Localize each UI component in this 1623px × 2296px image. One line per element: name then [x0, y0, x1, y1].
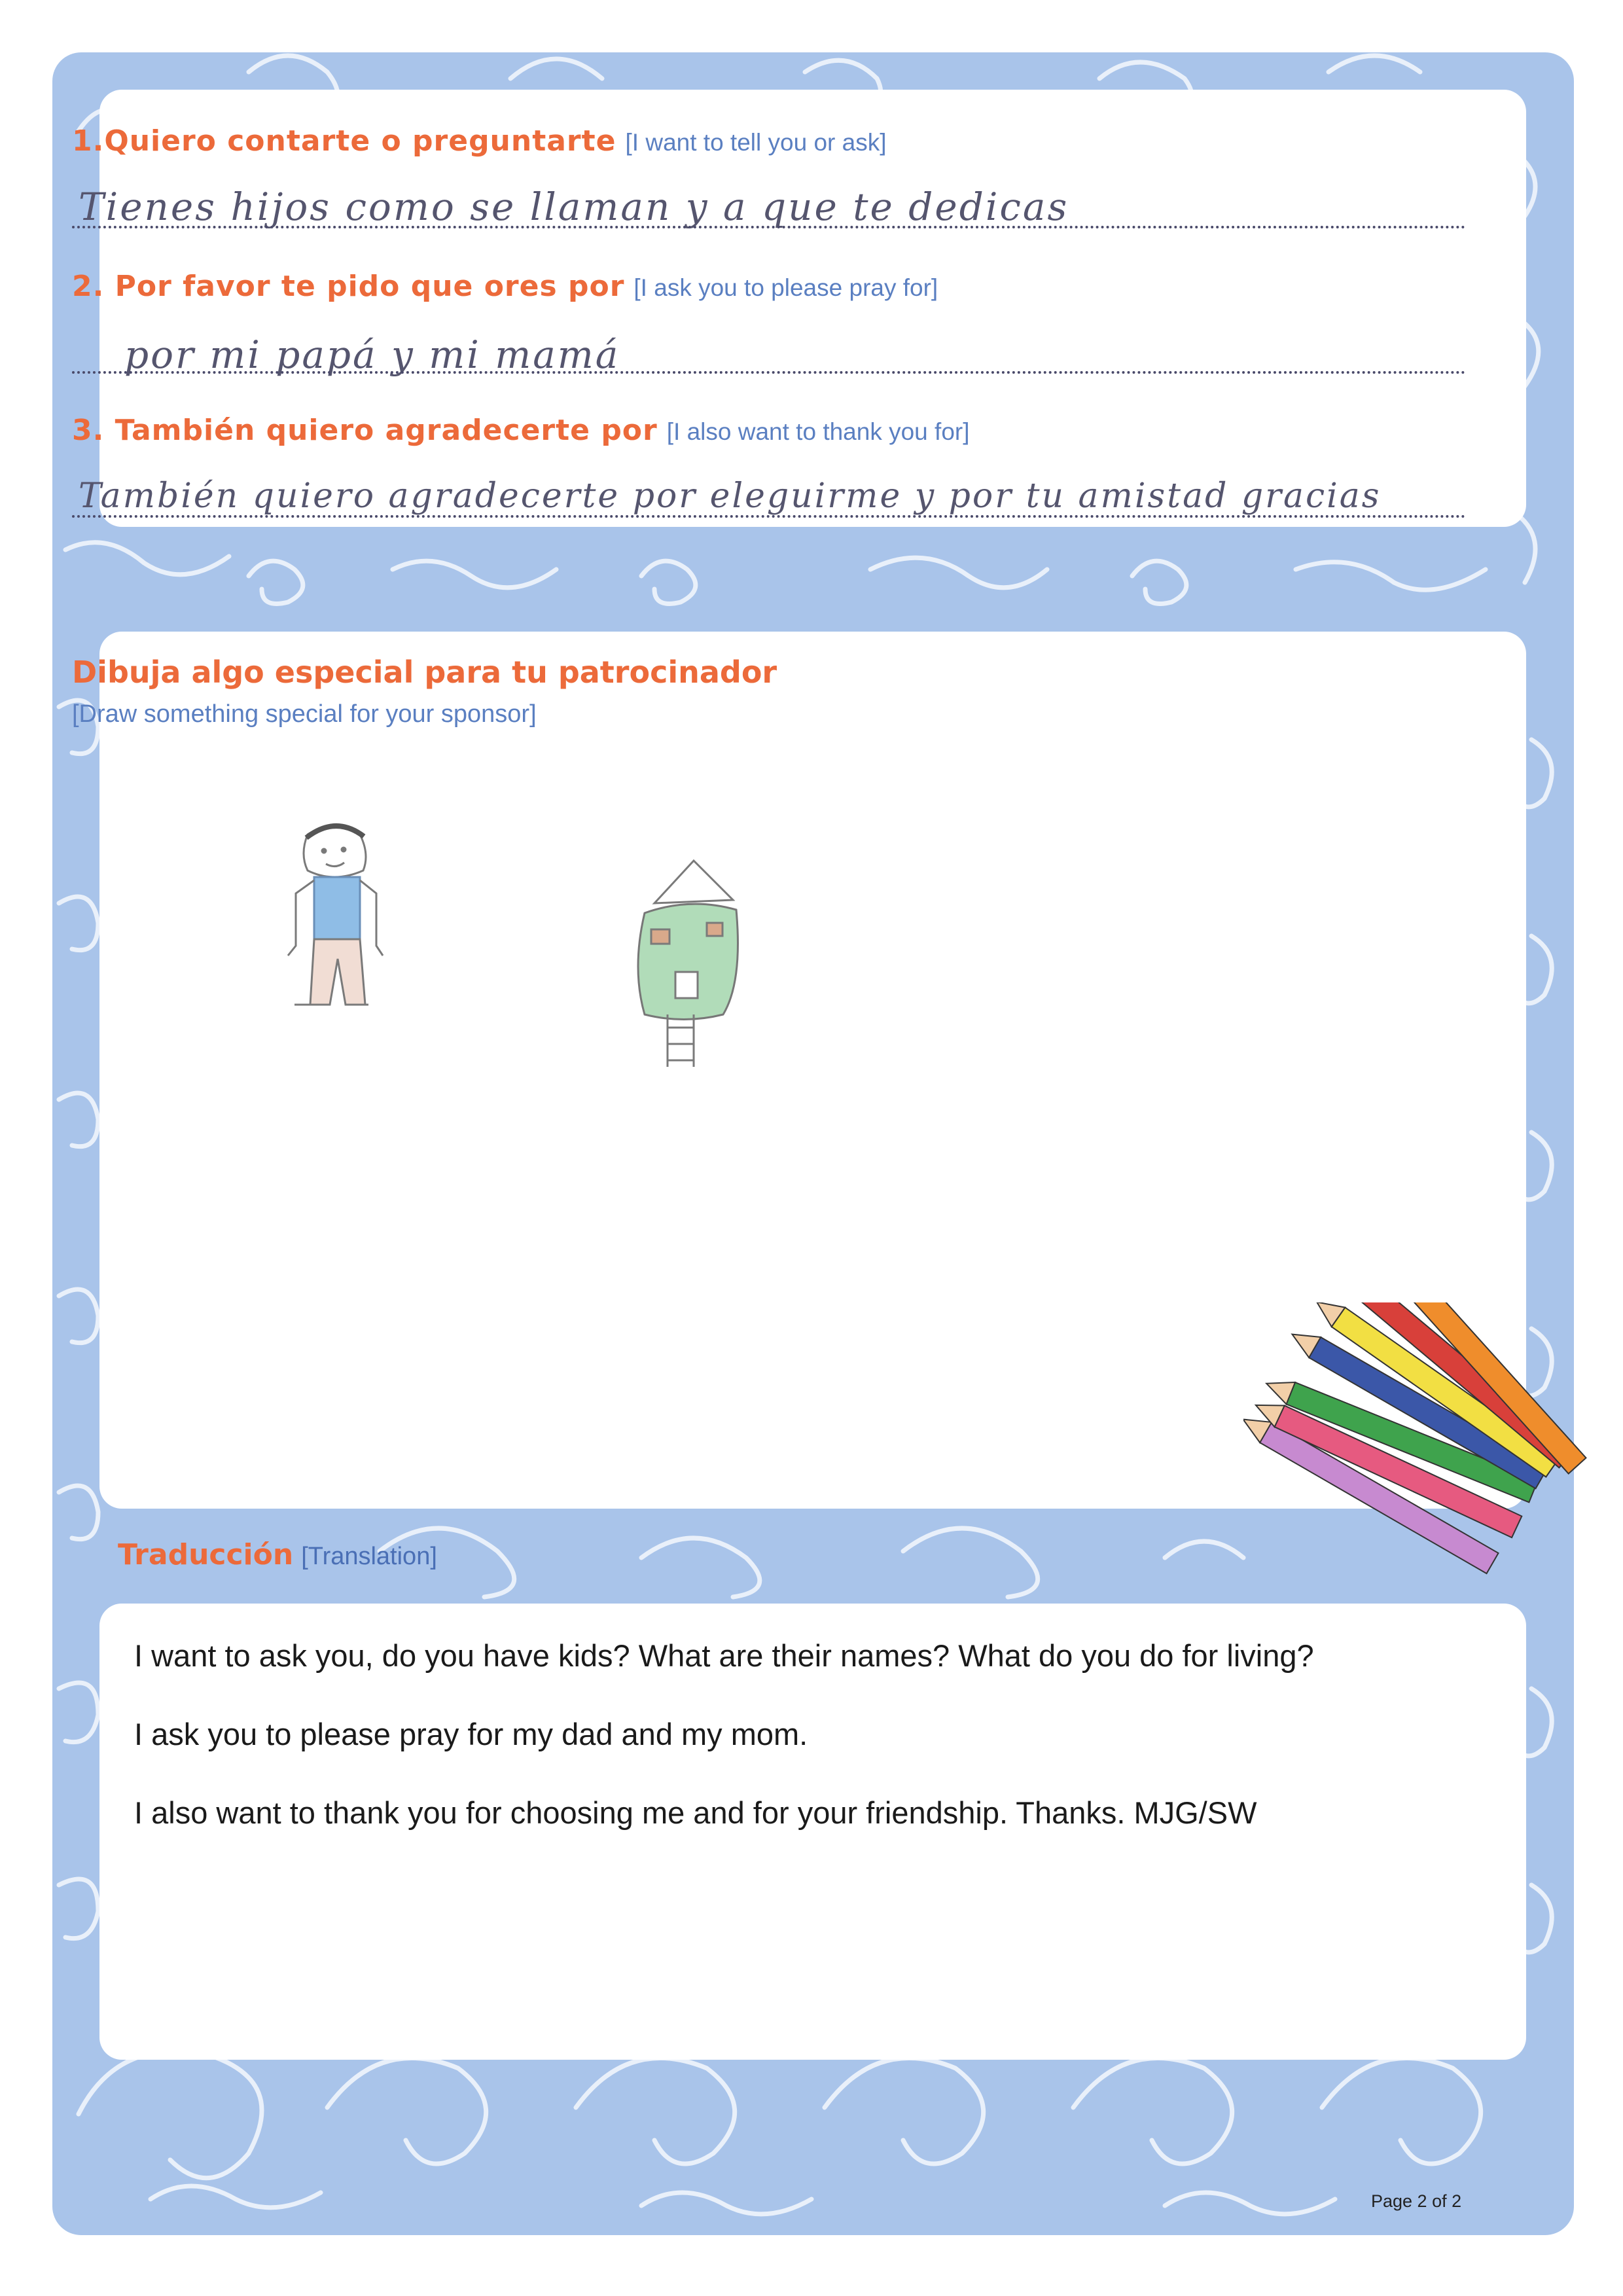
translation-line-1: I want to ask you, do you have kids? What are their names? What do you do for living? — [134, 1638, 1314, 1673]
translation-line-2: I ask you to please pray for my dad and my mom. — [134, 1717, 808, 1751]
drawing-subtitle: [Draw something special for your sponsor] — [72, 700, 537, 728]
page-number: Page 2 of 2 — [1371, 2191, 1462, 2211]
question-2-answer-line — [72, 371, 1466, 374]
translation-line-3: I also want to thank you for choosing me and for your friendship. Thanks. MJG/SW — [134, 1795, 1257, 1830]
question-3-subtitle: [I also want to thank you for] — [666, 418, 970, 445]
question-1-subtitle: [I want to tell you or ask] — [625, 129, 887, 156]
question-3-answer-line — [72, 515, 1466, 518]
question-3-answer: También quiero agradecerte por eleguirme y por tu amistad gracias — [79, 476, 1382, 516]
question-2-answer: por mi papá y mi mamá — [124, 332, 620, 377]
question-1-answer-line — [72, 226, 1466, 228]
question-1-answer: Tienes hijos como se llaman y a que te dedicas — [79, 185, 1069, 229]
colored-pencils-illustration — [1243, 1302, 1597, 1577]
boy-figure — [288, 826, 383, 1005]
question-2-title — [72, 270, 938, 303]
question-3-title — [72, 414, 970, 447]
translation-title — [118, 1538, 437, 1571]
drawing-title: Dibuja algo especial para tu patrocinador — [72, 655, 777, 690]
question-2-title-text: 2. Por favor te pido que ores por — [72, 270, 625, 303]
question-1-title-text: 1.Quiero contarte o preguntarte — [72, 124, 616, 158]
question-3-title-text: 3. También quiero agradecerte por — [72, 414, 658, 447]
house-figure — [638, 861, 738, 1067]
translation-subtitle: [Translation] — [301, 1543, 437, 1570]
question-2-subtitle: [I ask you to please pray for] — [633, 274, 938, 301]
translation-title-text: Traducción — [118, 1538, 294, 1571]
question-1-title — [72, 124, 886, 158]
letter-frame — [52, 52, 1574, 2235]
child-drawing — [249, 812, 825, 1126]
